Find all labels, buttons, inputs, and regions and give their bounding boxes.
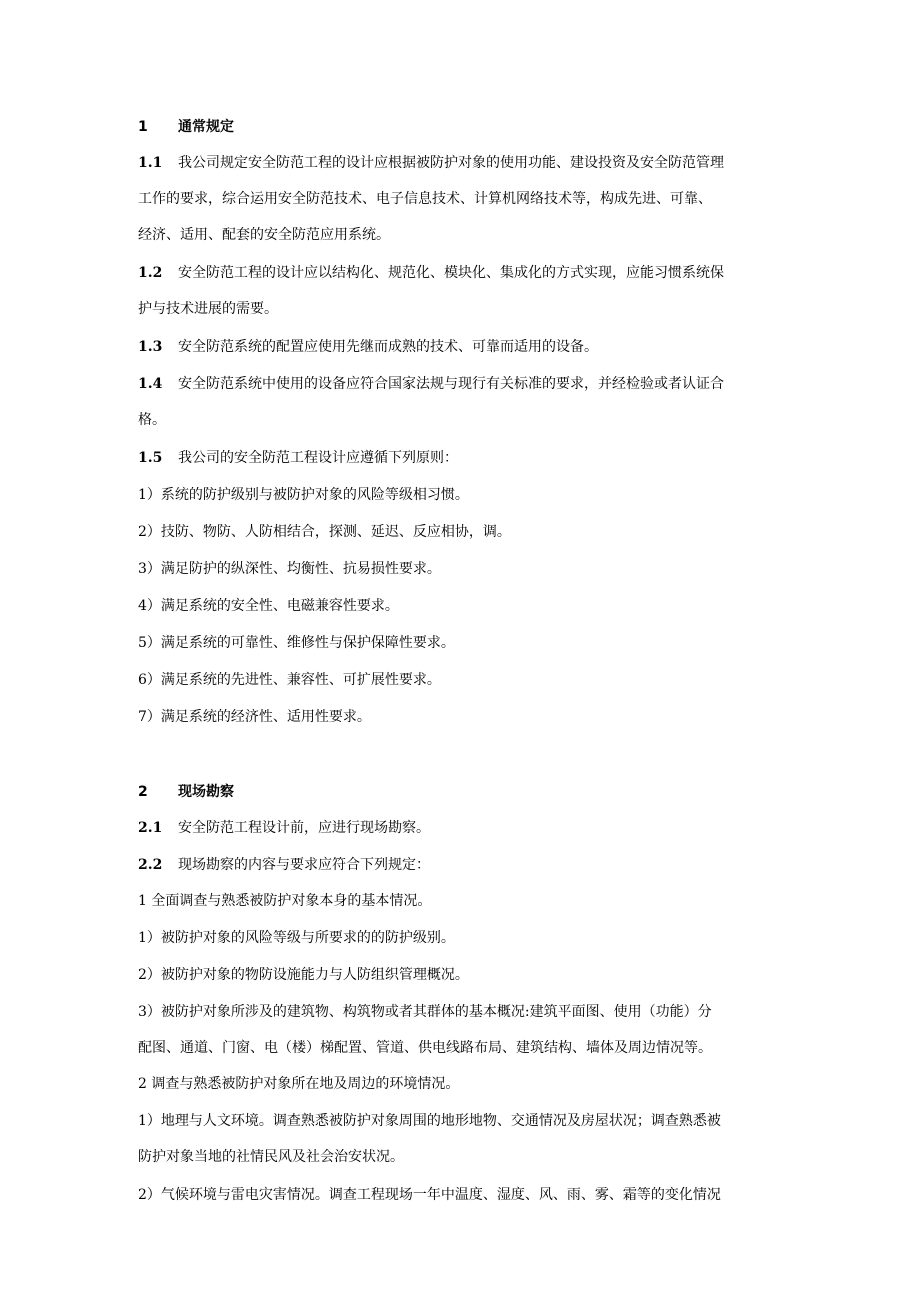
clause-text: 安全防范工程的设计应以结构化、规范化、模块化、集成化的方式实现，应能习惯系统保 bbox=[178, 265, 724, 281]
section-number: 1 bbox=[138, 119, 148, 135]
section-title: 通常规定 bbox=[178, 119, 234, 135]
section-1-heading bbox=[138, 117, 783, 137]
principle-item: 3）满足防护的纵深性、均衡性、抗易损性要求。 bbox=[138, 561, 441, 577]
survey-item: 1）地理与人文环境。调查熟悉被防护对象周围的地形地物、交通情况及房屋状况；调查熟悉被 bbox=[138, 1113, 721, 1129]
clause-1-2 bbox=[138, 263, 783, 283]
clause-text: 现场勘察的内容与要求应符合下列规定： bbox=[178, 857, 430, 873]
survey-item: 3）被防护对象所涉及的建筑物、构筑物或者其群体的基本概况:建筑平面图、使用（功能）分 bbox=[138, 1004, 712, 1020]
clause-1-2-line-2: 护与技术进展的需要。 bbox=[138, 301, 278, 317]
principle-item: 1）系统的防护级别与被防护对象的风险等级相习惯。 bbox=[138, 487, 469, 503]
clause-text: 安全防范系统中使用的设备应符合国家法规与现行有关标准的要求，并经检验或者认证合 bbox=[178, 376, 724, 392]
survey-item: 2）气候环境与雷电灾害情况。调查工程现场一年中温度、湿度、风、雨、雾、霜等的变化情况 bbox=[138, 1187, 721, 1203]
clause-1-1-line-2: 工作的要求，综合运用安全防范技术、电子信息技术、计算机网络技术等，构成先进、可靠、 bbox=[138, 191, 712, 207]
survey-item: 2 调查与熟悉被防护对象所在地及周边的环境情况。 bbox=[138, 1076, 460, 1092]
survey-item: 防护对象当地的社情民风及社会治安状况。 bbox=[138, 1149, 404, 1165]
clause-1-1 bbox=[138, 153, 783, 173]
survey-item: 2）被防护对象的物防设施能力与人防组织管理概况。 bbox=[138, 967, 469, 983]
clause-text: 安全防范系统的配置应使用先继而成熟的技术、可靠而适用的设备。 bbox=[178, 339, 598, 355]
principle-item: 6）满足系统的先进性、兼容性、可扩展性要求。 bbox=[138, 672, 441, 688]
clause-2-2 bbox=[138, 855, 783, 875]
principle-item: 4）满足系统的安全性、电磁兼容性要求。 bbox=[138, 598, 399, 614]
principle-item: 7）满足系统的经济性、适用性要求。 bbox=[138, 709, 371, 725]
clause-2-1 bbox=[138, 818, 783, 838]
clause-number: 1.4 bbox=[138, 376, 163, 392]
section-2-heading bbox=[138, 782, 783, 802]
clause-number: 1.1 bbox=[138, 155, 163, 171]
clause-number: 2.2 bbox=[138, 857, 163, 873]
clause-text: 我公司规定安全防范工程的设计应根据被防护对象的使用功能、建设投资及安全防范管理 bbox=[178, 155, 724, 171]
clause-number: 1.5 bbox=[138, 450, 163, 466]
survey-item: 1 全面调查与熟悉被防护对象本身的基本情况。 bbox=[138, 893, 432, 909]
clause-text: 安全防范工程设计前，应进行现场勘察。 bbox=[178, 820, 430, 836]
survey-item: 配图、通道、门窗、电（楼）梯配置、管道、供电线路布局、建筑结构、墙体及周边情况等。 bbox=[138, 1040, 712, 1056]
survey-item: 1）被防护对象的风险等级与所要求的的防护级别。 bbox=[138, 930, 455, 946]
clause-number: 1.2 bbox=[138, 265, 163, 281]
clause-1-5 bbox=[138, 448, 783, 468]
clause-1-3 bbox=[138, 337, 783, 357]
clause-1-1-line-3: 经济、适用、配套的安全防范应用系统。 bbox=[138, 227, 390, 243]
section-title: 现场勘察 bbox=[178, 784, 234, 800]
clause-1-4-line-2: 格。 bbox=[138, 412, 166, 428]
principle-item: 5）满足系统的可靠性、维修性与保护保障性要求。 bbox=[138, 635, 455, 651]
principle-item: 2）技防、物防、人防相结合，探测、延迟、反应相协，调。 bbox=[138, 524, 511, 540]
clause-text: 我公司的安全防范工程设计应遵循下列原则： bbox=[178, 450, 458, 466]
clause-number: 2.1 bbox=[138, 820, 163, 836]
section-number: 2 bbox=[138, 784, 148, 800]
clause-1-4 bbox=[138, 374, 783, 394]
clause-number: 1.3 bbox=[138, 339, 163, 355]
